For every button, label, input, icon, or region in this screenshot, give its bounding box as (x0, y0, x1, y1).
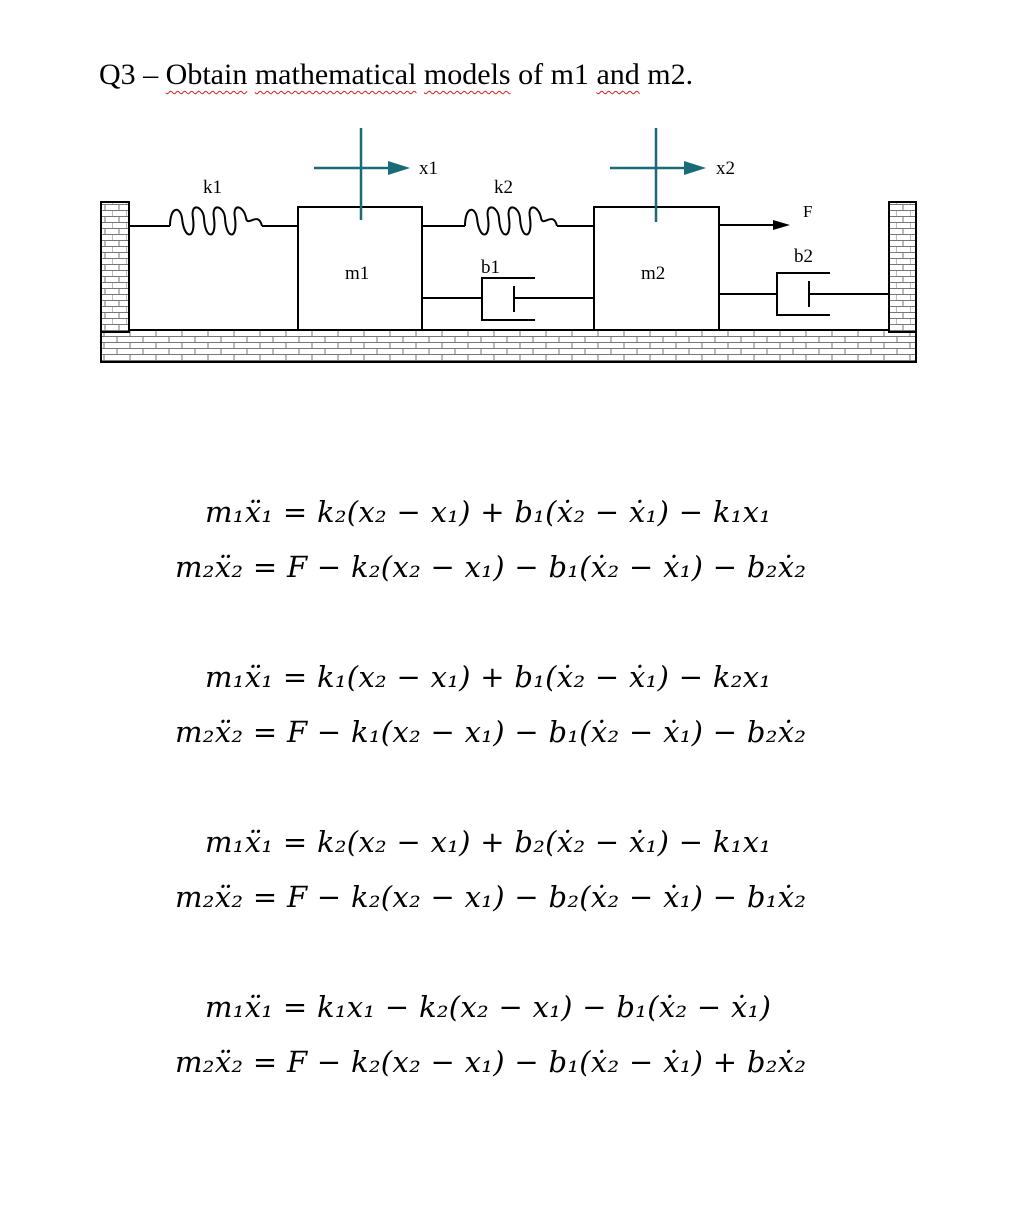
equation-m1: m₁ẍ₁ = k₂(x₂ − x₁) + b₁(ẋ₂ − ẋ₁) − k₁x₁ (205, 495, 772, 529)
mass-spring-damper-diagram (0, 0, 1034, 400)
label-k1: k1 (203, 177, 222, 198)
force-arrow-F (719, 220, 790, 230)
ground (101, 330, 916, 362)
equation-m2: m₂ẍ₂ = F − k₁(x₂ − x₁) − b₁(ẋ₂ − ẋ₁) − b₂ẋ₂ (175, 715, 807, 749)
equation-m2: m₂ẍ₂ = F − k₂(x₂ − x₁) − b₂(ẋ₂ − ẋ₁) − b₁ẋ₂ (175, 880, 807, 914)
damper-b1 (422, 278, 594, 320)
equation-m1: m₁ẍ₁ = k₁x₁ − k₂(x₂ − x₁) − b₁(ẋ₂ − ẋ₁) (205, 990, 772, 1024)
question-word: mathematical (254, 58, 417, 91)
left-wall (101, 202, 129, 332)
spring-k1 (129, 207, 298, 234)
equation-m2: m₂ẍ₂ = F − k₂(x₂ − x₁) − b₁(ẋ₂ − ẋ₁) − b₂ẋ₂ (175, 550, 807, 584)
question-word: m2. (647, 58, 694, 91)
equation-m2: m₂ẍ₂ = F − k₂(x₂ − x₁) − b₁(ẋ₂ − ẋ₁) + b₂ẋ₂ (175, 1045, 807, 1079)
equation-m1: m₁ẍ₁ = k₁(x₂ − x₁) + b₁(ẋ₂ − ẋ₁) − k₂x₁ (205, 660, 772, 694)
question-word: and (596, 58, 640, 91)
label-F: F (803, 202, 813, 221)
label-k2: k2 (494, 177, 513, 198)
label-b2: b2 (794, 246, 813, 267)
label-x1: x1 (419, 158, 438, 179)
question-word: Obtain (165, 58, 248, 91)
label-x2: x2 (716, 158, 735, 179)
question-word: of (518, 58, 544, 91)
spring-k2 (422, 207, 594, 234)
damper-b2 (719, 273, 889, 315)
label-b1: b1 (481, 257, 500, 278)
equation-m1: m₁ẍ₁ = k₂(x₂ − x₁) + b₂(ẋ₂ − ẋ₁) − k₁x₁ (205, 825, 772, 859)
question-word: m1 (550, 58, 589, 91)
label-m1: m1 (345, 263, 370, 284)
label-m2: m2 (641, 263, 666, 284)
question-id: Q3 (99, 58, 136, 91)
right-wall (889, 202, 916, 332)
question-word: models (423, 58, 511, 91)
question-dash: – (143, 58, 159, 91)
